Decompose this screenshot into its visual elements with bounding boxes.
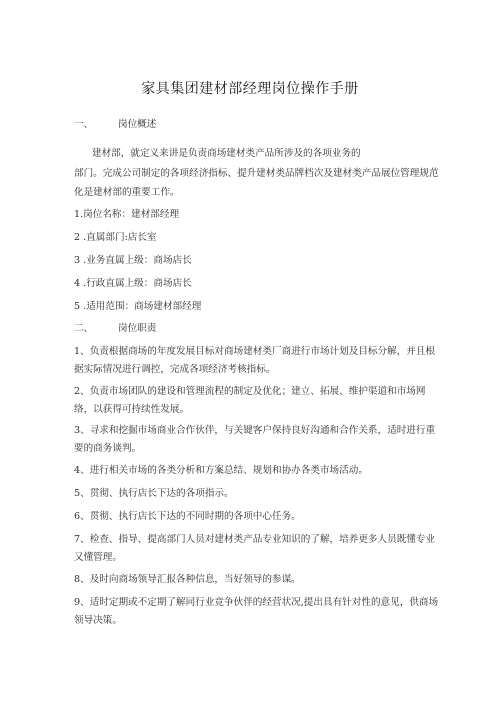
duty-item-8: 8、及时向商场领导汇报各种信息，当好领导的参谋。 (74, 574, 301, 585)
duty-item-2-continued: 络，以获得可持续性发展。 (74, 404, 190, 415)
overview-paragraph-line: 化是建材部的重要工作。 (74, 187, 180, 198)
overview-paragraph-line: 建材部，就定义来讲是负责商场建材类产品所涉及的各项业务的 (92, 148, 361, 159)
section-title: 岗位概述 (118, 119, 157, 130)
document-title: 家具集团建材部经理岗位操作手册 (141, 81, 359, 97)
duty-item-2: 2、负责市场团队的建设和管理流程的制定及优化；建立、拓展、维护渠道和市场网 (74, 386, 426, 397)
duty-item-7: 7、检查、指导、提高部门人员对建材类产品专业知识的了解，培养更多人员既懂专业 (74, 534, 436, 545)
duty-item-5: 5、贯彻、执行店长下达的各项指示。 (74, 488, 234, 499)
duty-item-3-continued: 要的商务谈判。 (74, 443, 142, 454)
duty-item-7-continued: 又懂管理。 (74, 552, 122, 563)
section-number: 一、 (74, 119, 94, 130)
info-item-department: 2 .直属部门:店长室 (74, 232, 157, 243)
section-heading-overview (74, 118, 156, 131)
info-item-admin-superior: 4 .行政直属上级：商场店长 (74, 278, 192, 289)
section-title: 岗位职责 (118, 323, 157, 334)
duty-item-1-continued: 据实际情况进行调控，完成各项经济考核指标。 (74, 364, 276, 375)
section-heading-duties (74, 322, 156, 335)
info-item-position-name: 1.岗位名称：建材部经理 (74, 209, 180, 220)
duty-item-9: 9、适时定期或不定期了解同行业竞争伙伴的经营状况,提出具有针对性的意见，供商场 (74, 597, 439, 608)
section-number: 二、 (74, 323, 94, 334)
duty-item-6: 6、贯彻、执行店长下达的不同时期的各项中心任务。 (74, 511, 301, 522)
duty-item-1: 1、负责根据商场的年度发展目标对商场建材类厂商进行市场计划及目标分解，并且根 (74, 346, 436, 357)
duty-item-9-continued: 领导决策。 (74, 615, 122, 626)
overview-paragraph-line: 部门。完成公司制定的各项经济指标、提升建材类品牌档次及建材类产品展位管理规范 (74, 168, 439, 179)
duty-item-4: 4、进行相关市场的各类分析和方案总结、规划和协办各类市场活动。 (74, 465, 368, 476)
info-item-business-superior: 3 .业务直属上级：商场店长 (74, 255, 192, 266)
info-item-scope: 5 .适用范围：商场建材部经理 (74, 301, 202, 312)
duty-item-3: 3、寻求和挖掘市场商业合作伙伴，与关键客户保持良好沟通和合作关系，适时进行重 (74, 425, 436, 436)
